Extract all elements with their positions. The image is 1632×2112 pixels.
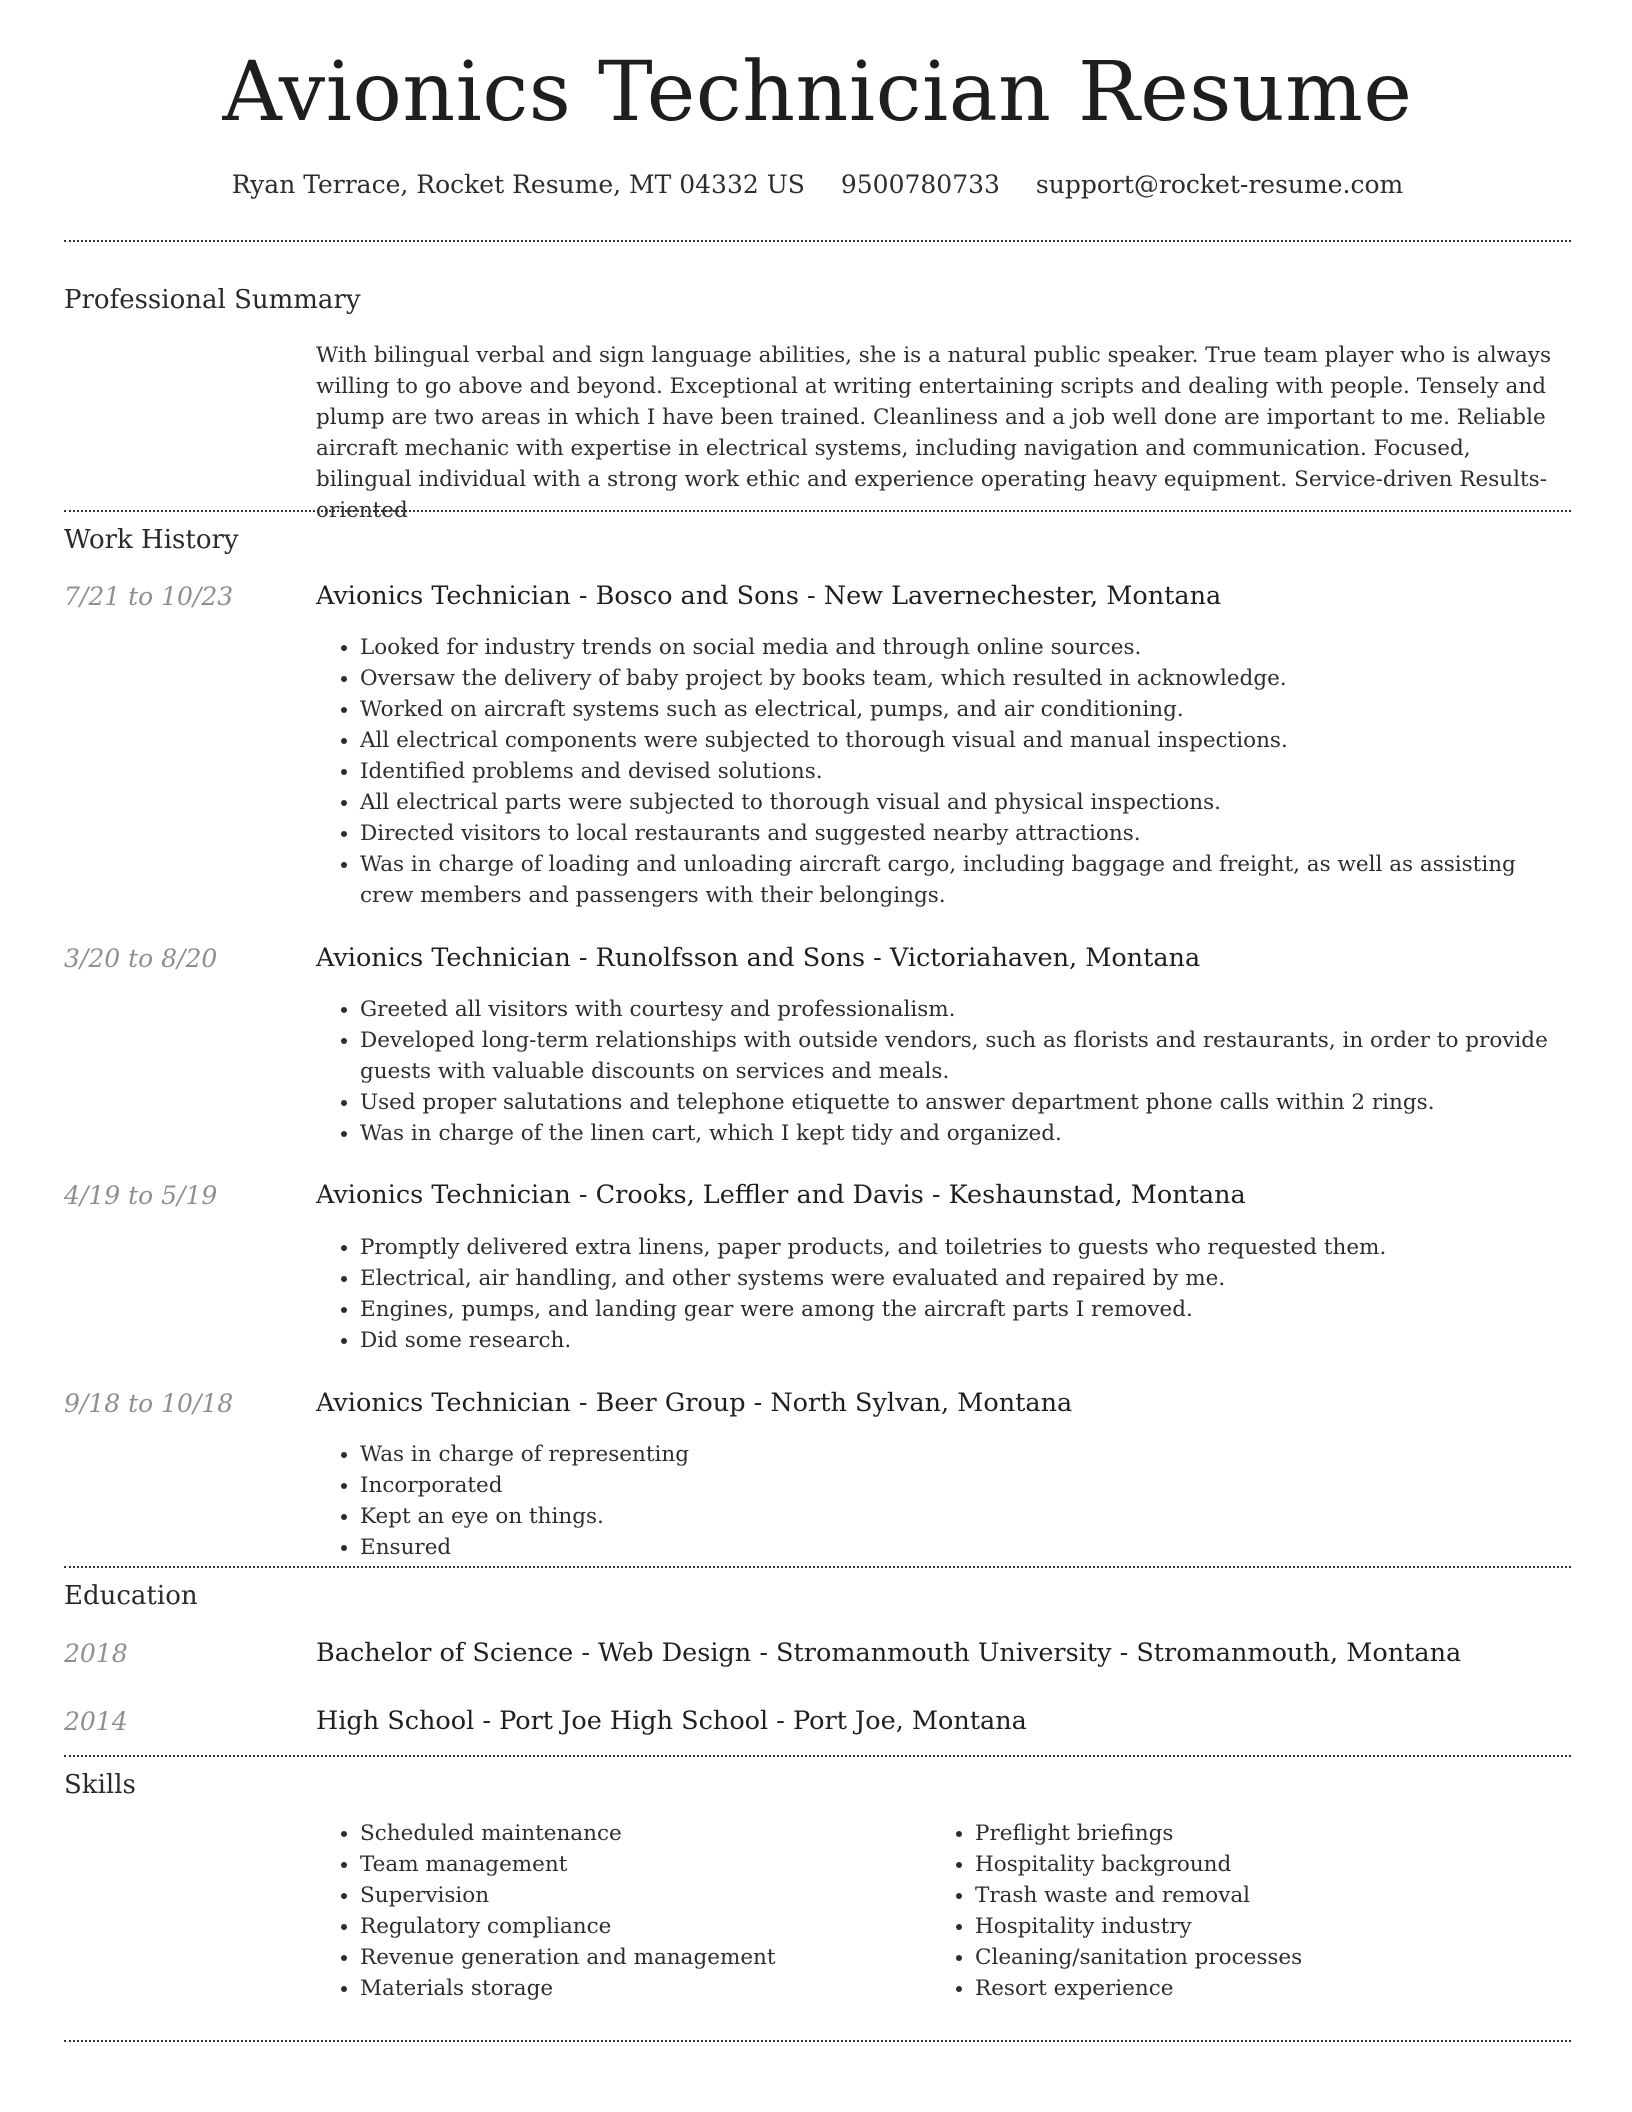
job-bullet: • Developed long-term relationships with outside vendors, such as florists and restaurants, in order to provide guests with valuable discounts on services and meals.: [360, 1025, 1571, 1087]
job-dates: 9/18 to 10/18: [64, 1389, 234, 1418]
job-heading: Avionics Technician - Beer Group - North Sylvan, Montana: [316, 1388, 1073, 1418]
skill-item: • Resort experience: [975, 1973, 1535, 2004]
job-bullet: • Worked on aircraft systems such as electrical, pumps, and air conditioning.: [360, 694, 1571, 725]
skill-item: • Preflight briefings: [975, 1818, 1535, 1849]
job-bullet: • Was in charge of loading and unloading aircraft cargo, including baggage and freight, as well as assisting crew members and passengers with their belongings.: [360, 849, 1571, 911]
job-bullet: • Identified problems and devised solutions.: [360, 756, 1571, 787]
divider: [64, 1566, 1571, 1568]
education-heading: High School - Port Joe High School - Port Joe, Montana: [316, 1706, 1027, 1736]
divider: [64, 510, 1571, 512]
job-heading: Avionics Technician - Runolfsson and Sons - Victoriahaven, Montana: [316, 943, 1201, 973]
resume-page: [64, 0, 1571, 2112]
skill-item: • Cleaning/sanitation processes: [975, 1942, 1535, 1973]
skill-item: • Supervision: [360, 1880, 920, 1911]
job-bullet: • Greeted all visitors with courtesy and professionalism.: [360, 994, 1571, 1025]
divider: [64, 2040, 1571, 2042]
job-bullet: • Engines, pumps, and landing gear were among the aircraft parts I removed.: [360, 1294, 1571, 1325]
job-bullet: • Ensured: [360, 1532, 1571, 1563]
job-bullets: [316, 1439, 1571, 1563]
job-heading: Avionics Technician - Crooks, Leffler and Davis - Keshaunstad, Montana: [316, 1180, 1246, 1210]
job-bullets: [316, 1232, 1571, 1356]
education-year: 2014: [64, 1707, 128, 1736]
skill-item: • Hospitality background: [975, 1849, 1535, 1880]
job-dates: 7/21 to 10/23: [64, 582, 234, 611]
resume-title: Avionics Technician Resume: [222, 45, 1413, 140]
job-bullet: • All electrical components were subjected to thorough visual and manual inspections.: [360, 725, 1571, 756]
job-dates: 4/19 to 5/19: [64, 1181, 218, 1210]
job-bullet: • Was in charge of representing: [360, 1439, 1571, 1470]
skill-item: • Team management: [360, 1849, 920, 1880]
education-year: 2018: [64, 1639, 128, 1668]
skills-list-right: [931, 1818, 1535, 2004]
section-title-summary: Professional Summary: [64, 285, 361, 315]
divider: [64, 240, 1571, 242]
job-bullets: [316, 994, 1571, 1149]
divider: [64, 1755, 1571, 1757]
contact-line: [64, 172, 1571, 197]
skill-item: • Trash waste and removal: [975, 1880, 1535, 1911]
job-bullet: • Looked for industry trends on social media and through online sources.: [360, 632, 1571, 663]
job-bullet: • Used proper salutations and telephone etiquette to answer department phone calls within 2 rings.: [360, 1087, 1571, 1118]
job-bullet: • Directed visitors to local restaurants and suggested nearby attractions.: [360, 818, 1571, 849]
skill-item: • Regulatory compliance: [360, 1911, 920, 1942]
job-bullet: • Electrical, air handling, and other systems were evaluated and repaired by me.: [360, 1263, 1571, 1294]
job-bullet: • Did some research.: [360, 1325, 1571, 1356]
job-bullet: • All electrical parts were subjected to thorough visual and physical inspections.: [360, 787, 1571, 818]
skill-item: • Revenue generation and management: [360, 1942, 920, 1973]
job-bullet: • Promptly delivered extra linens, paper products, and toiletries to guests who requested them.: [360, 1232, 1571, 1263]
contact-email: support@rocket-resume.com: [1035, 170, 1404, 199]
skill-item: • Hospitality industry: [975, 1911, 1535, 1942]
job-bullets: [316, 632, 1571, 911]
section-title-education: Education: [64, 1581, 198, 1611]
job-heading: Avionics Technician - Bosco and Sons - New Lavernechester, Montana: [316, 581, 1222, 611]
job-bullet: • Kept an eye on things.: [360, 1501, 1571, 1532]
job-bullet: • Oversaw the delivery of baby project by books team, which resulted in acknowledge.: [360, 663, 1571, 694]
section-title-skills: Skills: [64, 1770, 136, 1800]
summary-text: With bilingual verbal and sign language abilities, she is a natural public speaker. True team player who is always willing to go above and beyond. Exceptional at writing entertaining scripts and dealing with people. Tensely and plump are two areas in which I have been trained. Cleanliness and a job well done are important to me. Reliable aircraft mechanic with expertise in electrical systems, including navigation and communication. Focused, bilingual individual with a strong work ethic and experience operating heavy equipment. Service-driven Results-oriented: [316, 343, 1551, 523]
job-dates: 3/20 to 8/20: [64, 944, 218, 973]
contact-phone: 9500780733: [840, 170, 1000, 199]
skill-item: • Materials storage: [360, 1973, 920, 2004]
education-heading: Bachelor of Science - Web Design - Stromanmouth University - Stromanmouth, Montana: [316, 1638, 1462, 1668]
job-bullet: • Incorporated: [360, 1470, 1571, 1501]
skill-item: • Scheduled maintenance: [360, 1818, 920, 1849]
contact-address: Ryan Terrace, Rocket Resume, MT 04332 US: [231, 170, 805, 199]
section-title-work: Work History: [64, 525, 239, 555]
job-bullet: • Was in charge of the linen cart, which I kept tidy and organized.: [360, 1118, 1571, 1149]
skills-list-left: [316, 1818, 920, 2004]
